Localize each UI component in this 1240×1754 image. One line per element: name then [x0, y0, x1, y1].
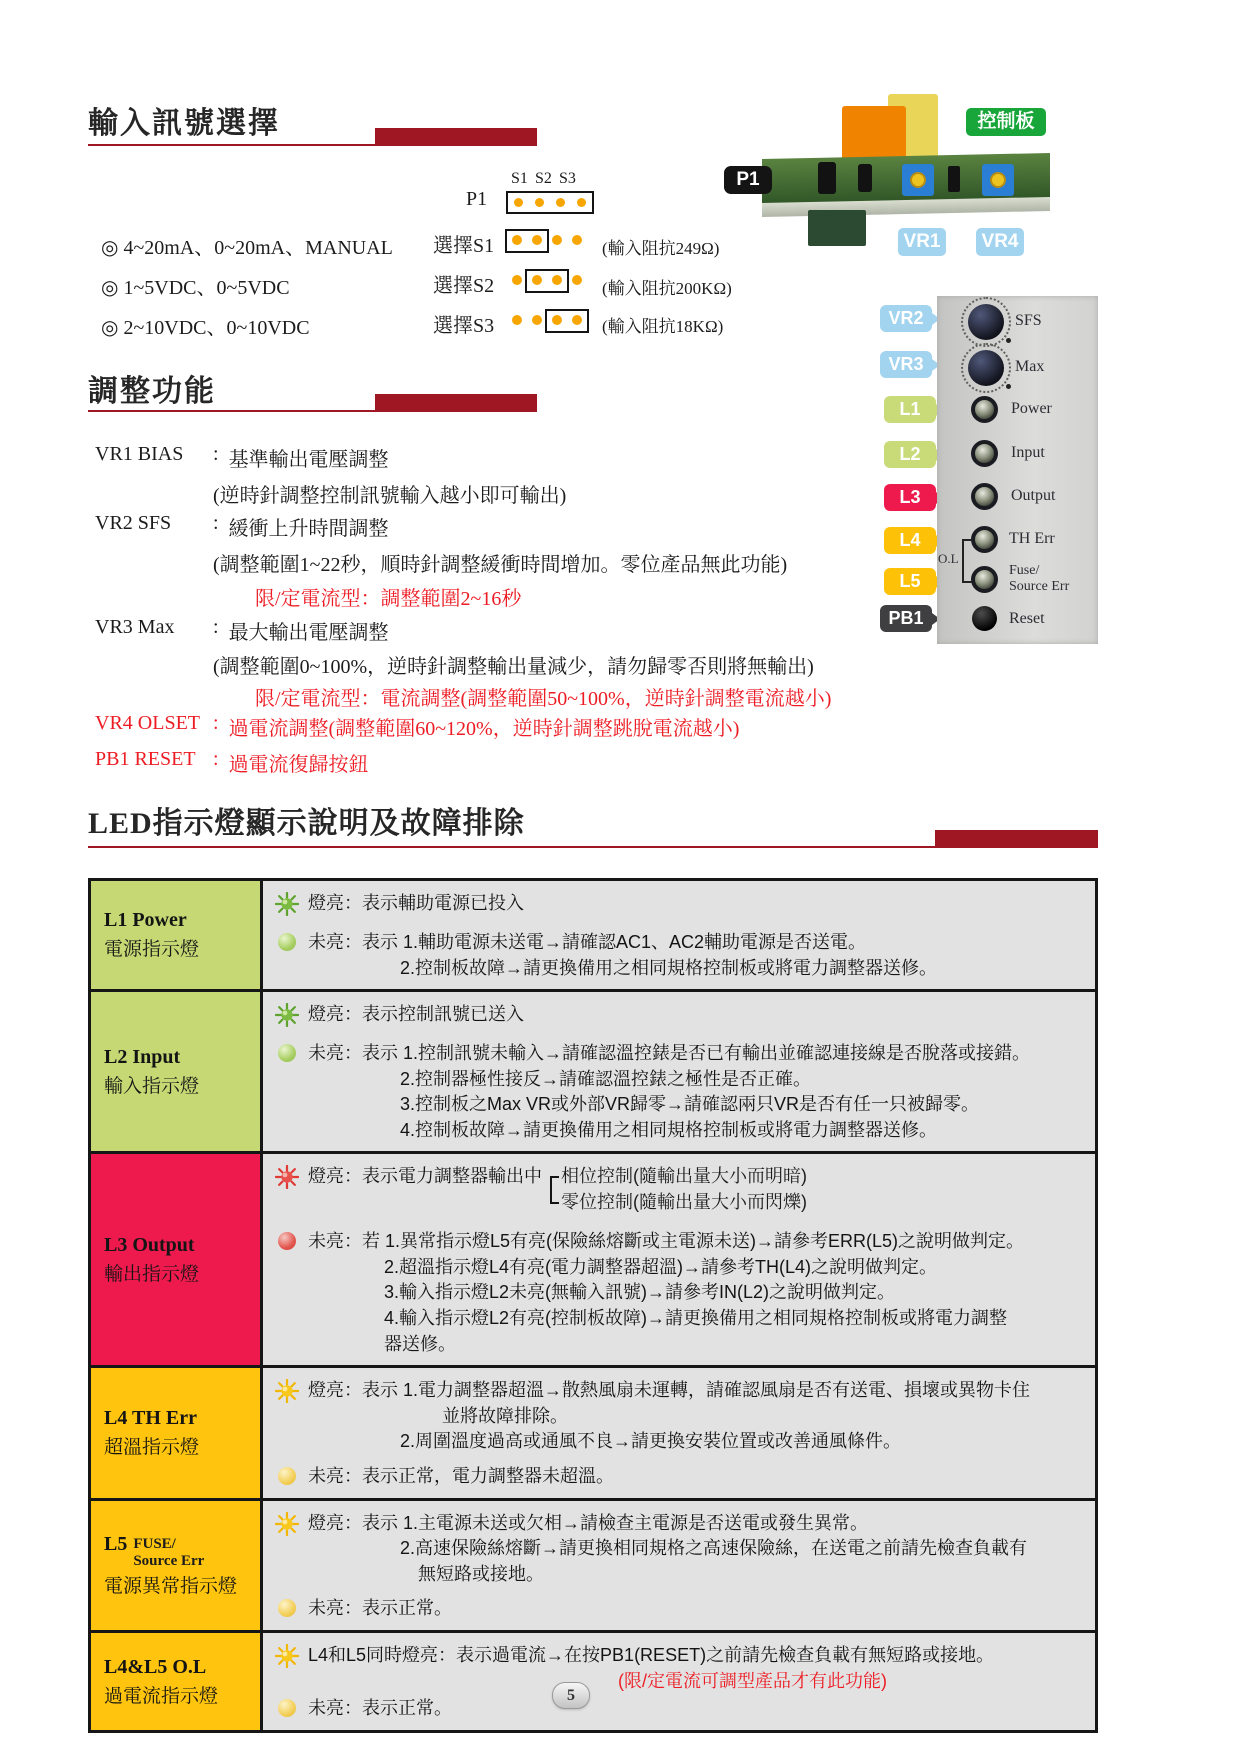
l3-header-cell	[91, 1154, 263, 1365]
l2-on-line: 燈亮：表示控制訊號已送入	[308, 1004, 524, 1025]
l4-on-entry	[275, 1378, 1081, 1455]
select-s2-label: 選擇S2	[433, 275, 495, 297]
adjust-section-bar	[375, 394, 537, 410]
fuse-led-label-line2: Source Err	[1009, 579, 1070, 594]
jumper-pin-dot	[552, 235, 562, 245]
l3-off-line: 4.輸入指示燈L2有亮(控制板故障)→請更換備用之相同規格控制板或將電力調整	[384, 1308, 1008, 1329]
board-capacitor	[858, 164, 872, 192]
l5-header-cell	[91, 1501, 263, 1631]
l4-off-line: 未亮：表示正常，電力調整器未超溫。	[308, 1465, 614, 1486]
l5-fuse-label: FUSE/	[133, 1536, 176, 1553]
signal-option-1: ◎ 4~20mA、0~20mA、MANUAL	[101, 237, 393, 259]
p1-connector-label: P1	[466, 188, 488, 210]
l1-on-line: 燈亮：表示輔助電源已投入	[308, 893, 524, 913]
jumper-pin-dot	[512, 275, 522, 285]
l3-bracket-line: 零位控制(隨輸出量大小而閃爍)	[561, 1190, 807, 1216]
vr4-tag: VR4	[976, 228, 1024, 256]
l2-off-line: 4.控制板故障→請更換備用之相同規格控制板或將電力調整器送修。	[400, 1119, 938, 1140]
callout-l1: L1	[884, 396, 936, 423]
jumper-shunt-box	[505, 229, 549, 253]
callout-l4: L4	[884, 527, 936, 554]
l5-name-row	[104, 1533, 252, 1569]
led-section-rule	[88, 846, 1098, 848]
ol-bracket-tick	[962, 581, 972, 583]
l4l5-off-entry	[275, 1696, 1081, 1722]
l4-on-line: 燈亮：表示 1.電力調整器超溫→散熱風扇未運轉，請確認風扇是否有送電、損壞或異物卡住	[308, 1380, 1031, 1401]
trimmer-screw	[990, 172, 1006, 188]
adjust-line-vr3-note	[95, 650, 814, 679]
separator: :	[213, 512, 219, 534]
jumper-shunt-box	[545, 309, 589, 333]
l1-on-entry	[275, 891, 1081, 921]
fuse-source-err-led	[971, 566, 998, 593]
l4-name-en: L4 TH Err	[104, 1406, 197, 1429]
l3-bracket-line: 相位控制(隨輸出量大小而明暗)	[561, 1164, 807, 1190]
control-board-tag: 控制板	[966, 108, 1046, 136]
jumper-diagram-s3	[512, 307, 592, 333]
ol-bracket	[962, 539, 964, 583]
l3-control-bracket	[550, 1164, 807, 1215]
callout-vr3: VR3	[880, 351, 932, 378]
select-s3-label: 選擇S3	[433, 315, 495, 337]
led-troubleshooting-table	[88, 878, 1098, 1733]
l1-name-en: L1 Power	[104, 909, 187, 932]
table-row-l4	[91, 1365, 1095, 1498]
max-knob-label: Max	[1015, 358, 1045, 375]
impedance-note-3: (輸入阻抗18KΩ)	[602, 317, 724, 336]
jumper-pin-dot	[532, 315, 542, 325]
l4l5-off-line: 未亮：表示正常。	[308, 1698, 452, 1719]
sfs-knob-label: SFS	[1015, 312, 1042, 329]
select-s1-label: 選擇S1	[433, 235, 495, 257]
vr3-desc: 最大輸出電壓調整	[228, 622, 389, 644]
th-err-led-label: TH Err	[1009, 530, 1055, 547]
l4l5-header-cell	[91, 1633, 263, 1730]
adjust-line-vr3	[95, 616, 389, 645]
jumper-diagram-s2	[512, 267, 592, 293]
l3-name-zh: 輸出指示燈	[104, 1263, 200, 1285]
unlit-dot-icon	[275, 1464, 299, 1490]
l2-off-entry	[275, 1041, 1081, 1143]
lit-sun-icon	[275, 1164, 299, 1194]
vr3-note: (調整範圍0~100%，逆時針調整輸出量減少，請勿歸零否則將無輸出)	[213, 656, 814, 678]
l3-on-main: 燈亮：表示電力調整器輸出中	[308, 1166, 542, 1187]
vr2-cc-note: 限/定電流型：調整範圍2~16秒	[255, 588, 522, 610]
separator: :	[213, 712, 219, 734]
l4l5-on-entry	[275, 1643, 1081, 1694]
l2-name-zh: 輸入指示燈	[104, 1075, 200, 1097]
adjust-line-pb1	[95, 748, 369, 777]
adjust-line-vr4	[95, 712, 739, 741]
output-led	[971, 483, 998, 510]
l4-on-line: 並將故障排除。	[442, 1405, 568, 1426]
l2-desc-cell	[263, 992, 1095, 1151]
jumper-pin-dot	[577, 198, 586, 207]
jumper-pin-dot	[512, 315, 522, 325]
pb1-label: PB1 RESET	[95, 748, 196, 770]
l2-off-line: 3.控制板之Max VR或外部VR歸零→請確認兩只VR是否有任一只被歸零。	[400, 1094, 980, 1115]
l4-off-entry	[275, 1464, 1081, 1490]
adjust-section-rule	[88, 410, 537, 412]
reset-label: Reset	[1009, 610, 1045, 627]
unlit-dot-icon	[275, 1229, 299, 1255]
l3-off-line: 未亮：若 1.異常指示燈L5有亮(保險絲熔斷或主電源未送)→請參考ERR(L5)之說明做判定。	[308, 1231, 1025, 1252]
signal-option-3: ◎ 2~10VDC、0~10VDC	[101, 317, 310, 339]
l2-header-cell	[91, 992, 263, 1151]
l4l5-name-zh: 過電流指示燈	[104, 1685, 219, 1707]
board-trimmer-vr4	[982, 164, 1014, 196]
pin-label-s1: S1	[511, 170, 528, 187]
table-row-l3	[91, 1151, 1095, 1365]
vr1-desc: 基準輸出電壓調整	[228, 449, 389, 471]
p1-connector-diagram	[506, 191, 594, 214]
vr4-desc: 過電流調整(調整範圍60~120%，逆時針調整跳脫電流越小)	[228, 718, 740, 740]
sfs-knob	[968, 304, 1004, 340]
power-led-label: Power	[1011, 400, 1052, 417]
vr3-cc-note: 限/定電流型：電流調整(調整範圍50~100%，逆時針調整電流越小)	[255, 688, 832, 710]
l3-off-entry	[275, 1229, 1081, 1357]
jumper-shunt-box	[525, 269, 569, 293]
l2-off-line: 2.控制器極性接反→請確認溫控錶之極性是否正確。	[400, 1068, 812, 1089]
l5-on-line: 燈亮：表示 1.主電源未送或欠相→請檢查主電源是否送電或發生異常。	[308, 1512, 869, 1533]
l4l5-desc-cell	[263, 1633, 1095, 1730]
table-row-l4l5	[91, 1630, 1095, 1730]
unlit-dot-icon	[275, 930, 299, 956]
vr2-note: (調整範圍1~22秒，順時針調整緩衝時間增加。零位產品無此功能)	[213, 554, 788, 576]
lit-sun-icon	[275, 1511, 299, 1541]
l5-source-err-label: Source Err	[133, 1552, 205, 1569]
ol-bracket-tick	[962, 539, 972, 541]
unlit-dot-icon	[275, 1041, 299, 1067]
input-led-label: Input	[1011, 444, 1045, 461]
l2-on-entry	[275, 1002, 1081, 1032]
vr1-label: VR1 BIAS	[95, 443, 184, 465]
unlit-dot-icon	[275, 1596, 299, 1622]
adjust-line-vr1-note	[95, 479, 566, 508]
max-knob	[968, 350, 1004, 386]
separator: :	[213, 443, 219, 465]
input-section-bar	[375, 128, 537, 144]
adjust-line-vr2-cc	[95, 582, 521, 611]
board-capacitor	[818, 162, 836, 194]
pin-label-s2: S2	[535, 170, 552, 187]
input-section-title: 輸入訊號選擇	[88, 107, 280, 140]
callout-l3: L3	[884, 484, 936, 511]
l4-name-zh: 超溫指示燈	[104, 1436, 200, 1458]
l3-off-line: 器送修。	[384, 1333, 456, 1354]
front-panel	[937, 296, 1098, 644]
separator: :	[213, 748, 219, 770]
jumper-pin-dot	[572, 275, 582, 285]
l4-on-line: 2.周圍溫度過高或通風不良→請更換安裝位置或改善通風條件。	[400, 1431, 902, 1452]
l1-name-zh: 電源指示燈	[104, 939, 200, 961]
l1-off-line: 2.控制板故障→請更換備用之相同規格控制板或將電力調整器送修。	[400, 957, 938, 978]
vr3-label: VR3 Max	[95, 616, 175, 638]
fuse-led-label-line1: Fuse/	[1009, 563, 1040, 578]
led-section-bar	[935, 830, 1098, 846]
l4l5-name-en: L4&L5 O.L	[104, 1655, 207, 1678]
lit-sun-icon	[275, 1378, 299, 1408]
output-led-label: Output	[1011, 487, 1056, 504]
jumper-pin-dot	[535, 198, 544, 207]
l3-off-line: 2.超溫指示燈L4有亮(電力調整器超溫)→請參考TH(L4)之說明做判定。	[384, 1256, 938, 1277]
power-led	[971, 396, 998, 423]
l4l5-on-line: L4和L5同時燈亮：表示過電流→在按PB1(RESET)之前請先檢查負載有無短路或接地。	[308, 1645, 995, 1666]
callout-l2: L2	[884, 441, 936, 468]
lit-sun-icon	[275, 891, 299, 921]
jumper-pin-dot	[572, 235, 582, 245]
callout-l5: L5	[884, 568, 936, 595]
l1-off-line: 未亮：表示 1.輔助電源未送電→請確認AC1、AC2輔助電源是否送電。	[308, 932, 867, 952]
l3-off-line: 3.輸入指示燈L2未亮(無輸入訊號)→請參考IN(L2)之說明做判定。	[384, 1282, 896, 1303]
l3-on-row	[308, 1164, 1081, 1215]
l5-desc-cell	[263, 1501, 1095, 1631]
board-connector	[808, 210, 866, 246]
l5-on-entry	[275, 1511, 1081, 1588]
adjust-line-vr2-note	[95, 548, 787, 577]
l5-on-line: 2.高速保險絲熔斷→請更換相同規格之高速保險絲，在送電之前請先檢查負載有	[400, 1538, 1028, 1559]
pb1-desc: 過電流復歸按鈕	[228, 754, 369, 776]
page-number: 5	[552, 1682, 590, 1709]
unlit-dot-icon	[275, 1696, 299, 1722]
vr4-label: VR4 OLSET	[95, 712, 200, 734]
separator: :	[213, 616, 219, 638]
l3-name-en: L3 Output	[104, 1233, 195, 1256]
impedance-note-2: (輸入阻抗200KΩ)	[602, 279, 732, 298]
signal-option-2: ◎ 1~5VDC、0~5VDC	[101, 277, 290, 299]
l1-header-cell	[91, 881, 263, 989]
l5-on-line: 無短路或接地。	[418, 1563, 544, 1584]
board-capacitor	[948, 166, 960, 192]
input-section-rule	[88, 144, 537, 146]
l5-name-en: L5	[104, 1533, 128, 1556]
l3-desc-cell	[263, 1154, 1095, 1365]
lit-sun-icon	[275, 1643, 299, 1673]
l4-desc-cell	[263, 1368, 1095, 1498]
l1-desc-cell	[263, 881, 1095, 989]
jumper-pin-dot	[556, 198, 565, 207]
vr1-tag: VR1	[898, 228, 946, 256]
table-row-l2	[91, 989, 1095, 1151]
l4-header-cell	[91, 1368, 263, 1498]
vr1-note: (逆時針調整控制訊號輸入越小即可輸出)	[213, 485, 567, 507]
adjust-section-title: 調整功能	[88, 375, 216, 408]
adjust-line-vr1	[95, 443, 389, 472]
l4l5-cc-note: (限/定電流可調型產品才有此功能)	[618, 1670, 887, 1691]
jumper-diagram-s1	[512, 227, 592, 253]
table-row-l5	[91, 1498, 1095, 1631]
ol-label: O.L	[938, 551, 959, 566]
vr2-label: VR2 SFS	[95, 512, 172, 534]
adjust-line-vr2	[95, 512, 389, 541]
th-err-led	[971, 526, 998, 553]
pin-label-s3: S3	[559, 170, 576, 187]
callout-vr2: VR2	[880, 305, 932, 332]
l2-off-line: 未亮：表示 1.控制訊號未輸入→請確認溫控錶是否已有輸出並確認連接線是否脫落或接錯。	[308, 1043, 1031, 1064]
p1-tag: P1	[724, 166, 772, 194]
led-section-title: LED指示燈顯示說明及故障排除	[88, 807, 525, 840]
jumper-pin-dot	[514, 198, 523, 207]
l2-name-en: L2 Input	[104, 1045, 181, 1068]
l5-off-entry	[275, 1596, 1081, 1622]
l1-off-entry	[275, 930, 1081, 981]
l3-on-entry	[275, 1164, 1081, 1215]
callout-pb1: PB1	[880, 605, 932, 632]
trimmer-screw	[910, 172, 926, 188]
table-row-l1	[91, 881, 1095, 989]
l5-name-zh: 電源異常指示燈	[104, 1576, 238, 1598]
reset-button	[972, 606, 997, 631]
impedance-note-1: (輸入阻抗249Ω)	[602, 239, 720, 258]
adjust-line-vr3-cc	[95, 682, 831, 711]
vr2-desc: 緩衝上升時間調整	[228, 518, 389, 540]
input-led	[971, 440, 998, 467]
l5-off-line: 未亮：表示正常。	[308, 1598, 452, 1619]
l5-name-en-stack	[133, 1536, 204, 1569]
board-trimmer-vr1	[902, 164, 934, 196]
lit-sun-icon	[275, 1002, 299, 1032]
